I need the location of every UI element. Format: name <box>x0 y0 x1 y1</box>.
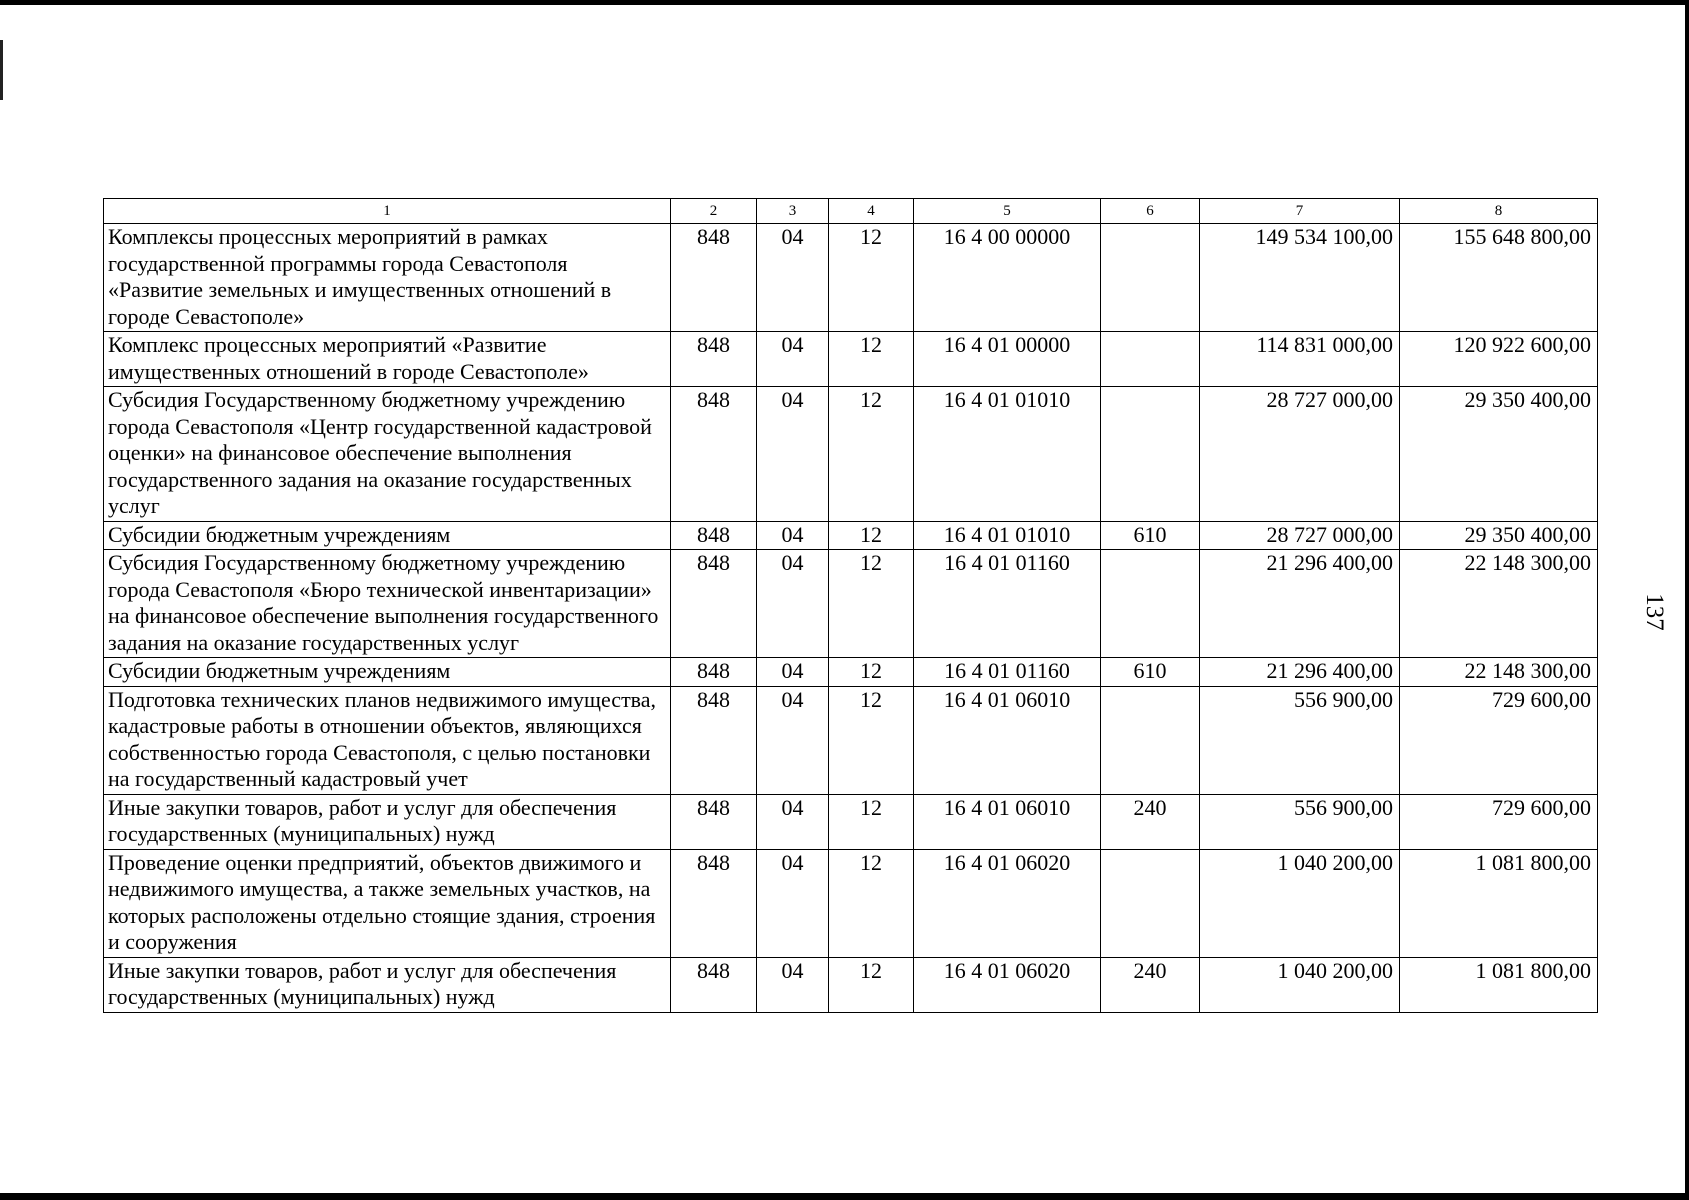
ministry-code-cell: 848 <box>671 387 757 522</box>
subsection-code-cell: 12 <box>829 387 914 522</box>
ministry-code-cell: 848 <box>671 957 757 1012</box>
expense-type-cell: 610 <box>1101 521 1200 550</box>
target-article-cell: 16 4 01 01010 <box>914 521 1101 550</box>
amount-year2-cell: 29 350 400,00 <box>1400 387 1598 522</box>
amount-year1-cell: 28 727 000,00 <box>1200 521 1400 550</box>
subsection-code-cell: 12 <box>829 686 914 794</box>
column-number: 6 <box>1101 199 1200 224</box>
budget-table <box>103 198 1598 1013</box>
amount-year1-cell: 149 534 100,00 <box>1200 224 1400 332</box>
amount-year1-cell: 556 900,00 <box>1200 686 1400 794</box>
expense-type-cell <box>1101 387 1200 522</box>
ministry-code-cell: 848 <box>671 332 757 387</box>
table-row <box>104 387 1598 522</box>
subsection-code-cell: 12 <box>829 957 914 1012</box>
ministry-code-cell: 848 <box>671 658 757 687</box>
table-row <box>104 686 1598 794</box>
expense-type-cell <box>1101 849 1200 957</box>
target-article-cell: 16 4 01 00000 <box>914 332 1101 387</box>
expense-type-cell: 610 <box>1101 658 1200 687</box>
table-row <box>104 224 1598 332</box>
amount-year2-cell: 729 600,00 <box>1400 794 1598 849</box>
target-article-cell: 16 4 01 06010 <box>914 794 1101 849</box>
amount-year1-cell: 21 296 400,00 <box>1200 550 1400 658</box>
section-code-cell: 04 <box>757 550 829 658</box>
table-row <box>104 332 1598 387</box>
target-article-cell: 16 4 01 06010 <box>914 686 1101 794</box>
amount-year1-cell: 21 296 400,00 <box>1200 658 1400 687</box>
column-number: 1 <box>104 199 671 224</box>
item-name-cell: Иные закупки товаров, работ и услуг для обеспечения государственных (муниципальных) нужд <box>104 794 671 849</box>
column-number: 4 <box>829 199 914 224</box>
ministry-code-cell: 848 <box>671 849 757 957</box>
ministry-code-cell: 848 <box>671 521 757 550</box>
amount-year2-cell: 729 600,00 <box>1400 686 1598 794</box>
target-article-cell: 16 4 01 01160 <box>914 550 1101 658</box>
target-article-cell: 16 4 00 00000 <box>914 224 1101 332</box>
item-name-cell: Комплекс процессных мероприятий «Развитие имущественных отношений в городе Севастополе» <box>104 332 671 387</box>
target-article-cell: 16 4 01 06020 <box>914 849 1101 957</box>
column-number: 2 <box>671 199 757 224</box>
item-name-cell: Субсидия Государственному бюджетному учреждению города Севастополя «Центр государственной кадастровой оценки» на финансовое обеспечение выполнения государственного задания на оказание государственных услуг <box>104 387 671 522</box>
subsection-code-cell: 12 <box>829 521 914 550</box>
scan-border-right <box>1685 0 1689 1200</box>
ministry-code-cell: 848 <box>671 794 757 849</box>
subsection-code-cell: 12 <box>829 658 914 687</box>
table-body <box>104 199 1598 1013</box>
amount-year1-cell: 1 040 200,00 <box>1200 957 1400 1012</box>
amount-year2-cell: 155 648 800,00 <box>1400 224 1598 332</box>
table-row <box>104 849 1598 957</box>
section-code-cell: 04 <box>757 224 829 332</box>
target-article-cell: 16 4 01 06020 <box>914 957 1101 1012</box>
section-code-cell: 04 <box>757 686 829 794</box>
subsection-code-cell: 12 <box>829 794 914 849</box>
item-name-cell: Подготовка технических планов недвижимого имущества, кадастровые работы в отношении объектов, являющихся собственностью города Севастополя, с целью постановки на государственный кадастровый учет <box>104 686 671 794</box>
section-code-cell: 04 <box>757 332 829 387</box>
column-number: 3 <box>757 199 829 224</box>
amount-year1-cell: 1 040 200,00 <box>1200 849 1400 957</box>
column-number: 8 <box>1400 199 1598 224</box>
amount-year2-cell: 22 148 300,00 <box>1400 550 1598 658</box>
subsection-code-cell: 12 <box>829 849 914 957</box>
amount-year1-cell: 114 831 000,00 <box>1200 332 1400 387</box>
amount-year1-cell: 28 727 000,00 <box>1200 387 1400 522</box>
section-code-cell: 04 <box>757 957 829 1012</box>
section-code-cell: 04 <box>757 521 829 550</box>
section-code-cell: 04 <box>757 387 829 522</box>
table-row <box>104 658 1598 687</box>
column-number: 7 <box>1200 199 1400 224</box>
item-name-cell: Субсидия Государственному бюджетному учреждению города Севастополя «Бюро технической инвентаризации» на финансовое обеспечение выполнения государственного задания на оказание государственных услуг <box>104 550 671 658</box>
scan-border-top <box>0 0 1689 5</box>
subsection-code-cell: 12 <box>829 550 914 658</box>
scan-border-bottom <box>0 1193 1689 1200</box>
section-code-cell: 04 <box>757 849 829 957</box>
page-number: 137 <box>1641 593 1668 631</box>
table-row <box>104 550 1598 658</box>
expense-type-cell: 240 <box>1101 957 1200 1012</box>
expense-type-cell <box>1101 686 1200 794</box>
item-name-cell: Субсидии бюджетным учреждениям <box>104 658 671 687</box>
ministry-code-cell: 848 <box>671 686 757 794</box>
column-number-row <box>104 199 1598 224</box>
section-code-cell: 04 <box>757 658 829 687</box>
section-code-cell: 04 <box>757 794 829 849</box>
item-name-cell: Субсидии бюджетным учреждениям <box>104 521 671 550</box>
scan-mark-left <box>0 40 3 100</box>
expense-type-cell <box>1101 550 1200 658</box>
table-row <box>104 957 1598 1012</box>
ministry-code-cell: 848 <box>671 550 757 658</box>
subsection-code-cell: 12 <box>829 224 914 332</box>
column-number: 5 <box>914 199 1101 224</box>
target-article-cell: 16 4 01 01010 <box>914 387 1101 522</box>
target-article-cell: 16 4 01 01160 <box>914 658 1101 687</box>
ministry-code-cell: 848 <box>671 224 757 332</box>
table-row <box>104 794 1598 849</box>
expense-type-cell: 240 <box>1101 794 1200 849</box>
amount-year2-cell: 1 081 800,00 <box>1400 957 1598 1012</box>
item-name-cell: Иные закупки товаров, работ и услуг для обеспечения государственных (муниципальных) нужд <box>104 957 671 1012</box>
item-name-cell: Комплексы процессных мероприятий в рамках государственной программы города Севастополя «Развитие земельных и имущественных отношений в городе Севастополе» <box>104 224 671 332</box>
subsection-code-cell: 12 <box>829 332 914 387</box>
amount-year2-cell: 1 081 800,00 <box>1400 849 1598 957</box>
table-row <box>104 521 1598 550</box>
amount-year2-cell: 120 922 600,00 <box>1400 332 1598 387</box>
expense-type-cell <box>1101 224 1200 332</box>
amount-year1-cell: 556 900,00 <box>1200 794 1400 849</box>
expense-type-cell <box>1101 332 1200 387</box>
item-name-cell: Проведение оценки предприятий, объектов движимого и недвижимого имущества, а также земельных участков, на которых расположены отдельно стоящие здания, строения и сооружения <box>104 849 671 957</box>
amount-year2-cell: 22 148 300,00 <box>1400 658 1598 687</box>
amount-year2-cell: 29 350 400,00 <box>1400 521 1598 550</box>
